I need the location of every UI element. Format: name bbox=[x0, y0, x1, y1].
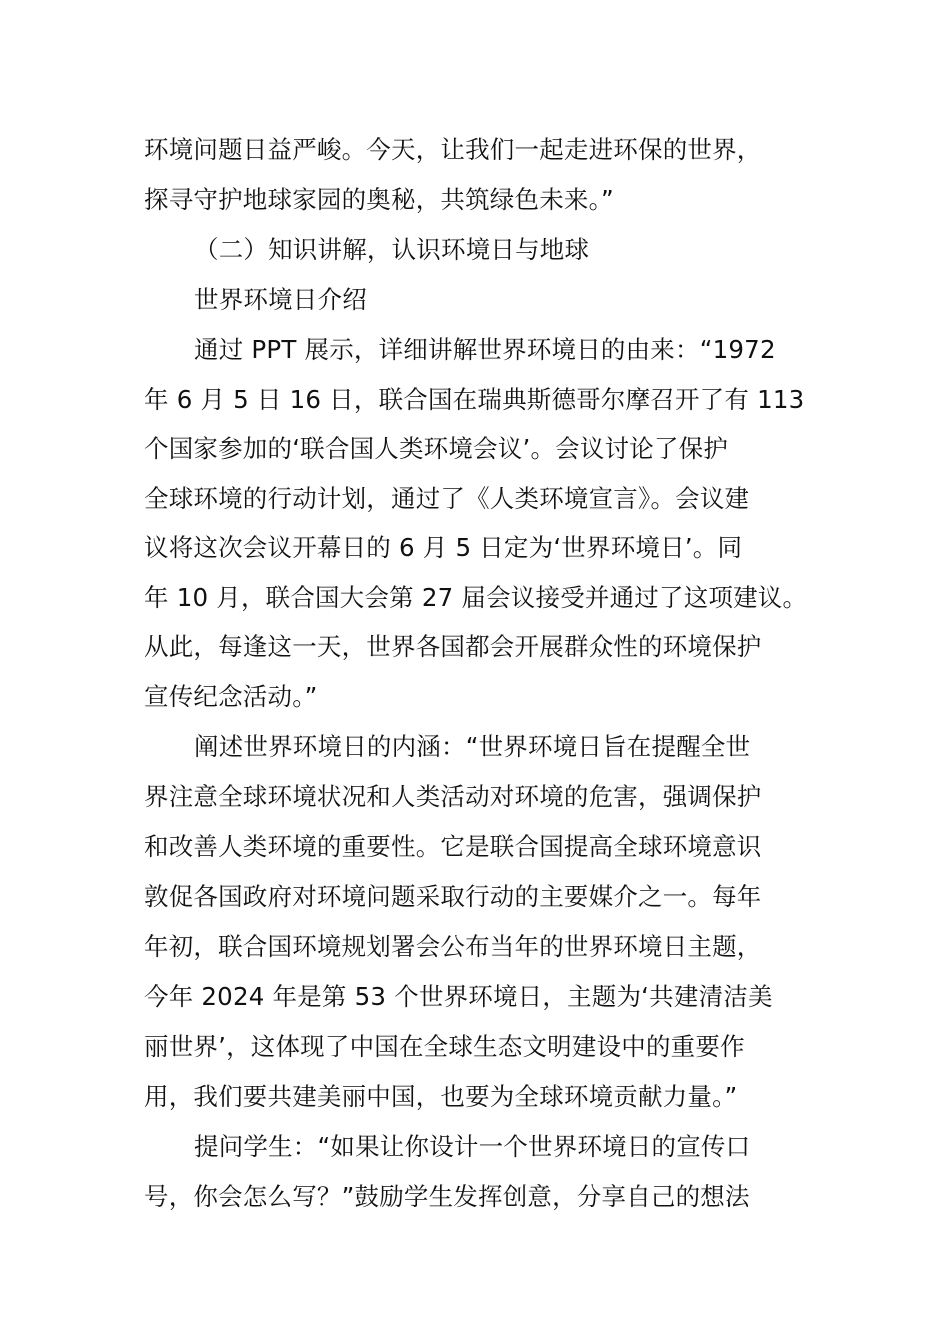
text-line: 和改善人类环境的重要性。它是联合国提高全球环境意识 bbox=[144, 832, 762, 861]
text-line: 界注意全球环境状况和人类活动对环境的危害，强调保护 bbox=[144, 782, 762, 811]
section-heading: （二）知识讲解，认识环境日与地球 bbox=[194, 235, 590, 264]
text-line: 敦促各国政府对环境问题采取行动的主要媒介之一。每年 bbox=[144, 882, 762, 911]
text-line: 宣传纪念活动。” bbox=[144, 682, 318, 711]
text-line: 用，我们要共建美丽中国，也要为全球环境贡献力量。” bbox=[144, 1082, 738, 1111]
text-line: 年初，联合国环境规划署会公布当年的世界环境日主题， bbox=[144, 932, 762, 961]
text-line: 号，你会怎么写？”鼓励学生发挥创意，分享自己的想法 bbox=[144, 1182, 750, 1211]
text-line: 探寻守护地球家园的奥秘，共筑绿色未来。” bbox=[144, 185, 614, 214]
text-line: 提问学生：“如果让你设计一个世界环境日的宣传口 bbox=[194, 1132, 751, 1161]
text-line: 年 10 月，联合国大会第 27 届会议接受并通过了这项建议。 bbox=[144, 583, 808, 612]
text-line: 从此，每逢这一天，世界各国都会开展群众性的环境保护 bbox=[144, 632, 762, 661]
text-line: 个国家参加的‘联合国人类环境会议’。会议讨论了保护 bbox=[144, 434, 729, 463]
text-line: 议将这次会议开幕日的 6 月 5 日定为‘世界环境日’。同 bbox=[144, 533, 743, 562]
text-line: 丽世界’，这体现了中国在全球生态文明建设中的重要作 bbox=[144, 1032, 745, 1061]
subsection-heading: 世界环境日介绍 bbox=[194, 285, 367, 314]
text-line: 阐述世界环境日的内涵：“世界环境日旨在提醒全世 bbox=[194, 732, 751, 761]
text-line: 全球环境的行动计划，通过了《人类环境宣言》。会议建 bbox=[144, 484, 750, 513]
text-line: 今年 2024 年是第 53 个世界环境日，主题为‘共建清洁美 bbox=[144, 982, 773, 1011]
text-line: 环境问题日益严峻。今天，让我们一起走进环保的世界， bbox=[144, 135, 762, 164]
text-line: 年 6 月 5 日 16 日，联合国在瑞典斯德哥尔摩召开了有 113 bbox=[144, 385, 805, 414]
text-line: 通过 PPT 展示，详细讲解世界环境日的由来：“1972 bbox=[194, 335, 776, 364]
